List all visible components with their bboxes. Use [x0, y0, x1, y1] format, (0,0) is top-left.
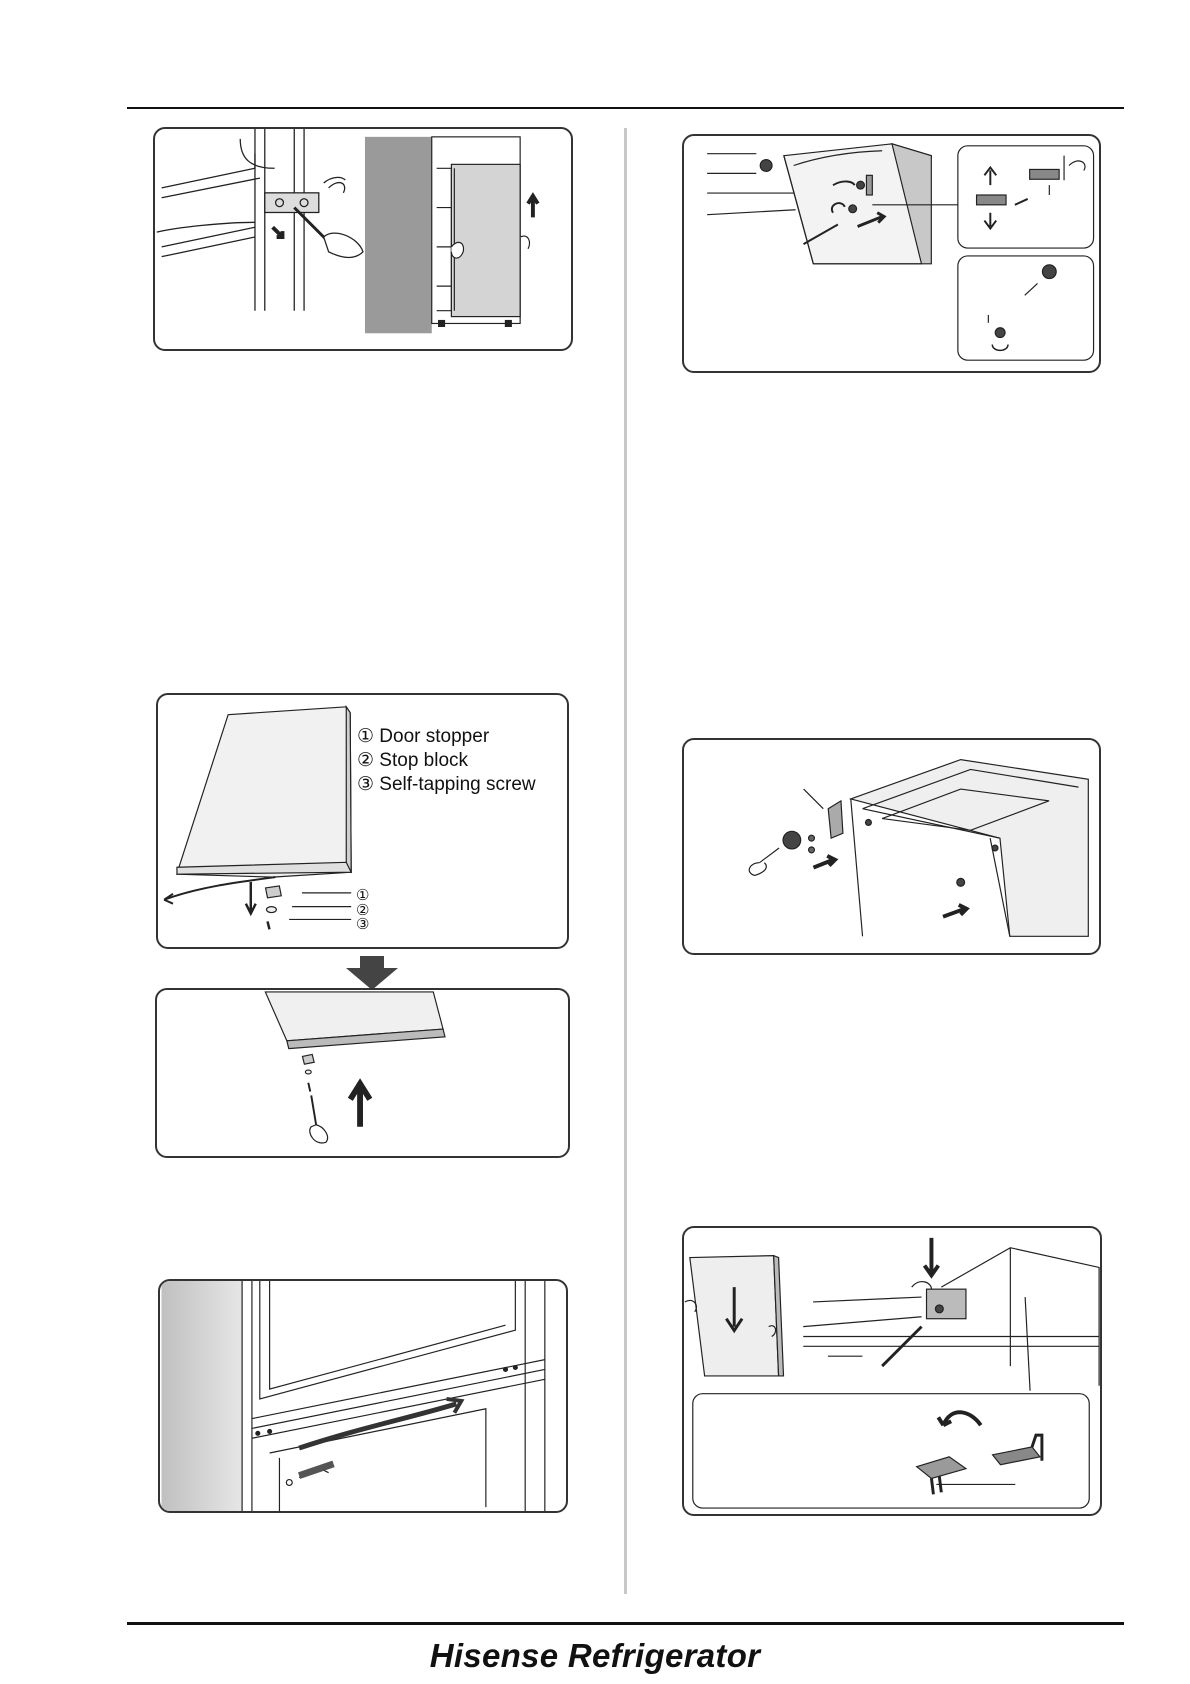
reinstall-stopper-illustration	[157, 990, 568, 1156]
attach-hinge-illustration	[684, 740, 1099, 953]
column-divider	[624, 128, 627, 1594]
figure-attach-hinge	[682, 738, 1101, 955]
legend-item-self-tapping-screw: ③ Self-tapping screw	[357, 774, 536, 795]
callout-2: ②	[356, 902, 370, 919]
figure-hinge-caps	[682, 134, 1101, 373]
callout-3: ③	[356, 916, 370, 933]
down-arrow-icon	[344, 956, 400, 990]
lower-door-wire-illustration	[160, 1281, 566, 1511]
legend-item-door-stopper: ① Door stopper	[357, 726, 490, 747]
callout-1: ①	[356, 887, 370, 904]
figure-remove-upper-door	[153, 127, 573, 351]
reinstall-door-illustration	[684, 1228, 1100, 1514]
figure-reinstall-stopper	[155, 988, 570, 1158]
footer-rule	[127, 1622, 1124, 1625]
header-rule	[127, 107, 1124, 109]
figure-reinstall-door	[682, 1226, 1102, 1516]
figure-door-stopper	[156, 693, 569, 949]
figure-remove-upper-door-illustration	[155, 129, 571, 349]
legend-item-stop-block: ② Stop block	[357, 750, 469, 771]
figure-lower-door-wire	[158, 1279, 568, 1513]
hinge-caps-illustration	[684, 136, 1099, 371]
footer-brand-title: Hisense Refrigerator	[429, 1637, 761, 1674]
